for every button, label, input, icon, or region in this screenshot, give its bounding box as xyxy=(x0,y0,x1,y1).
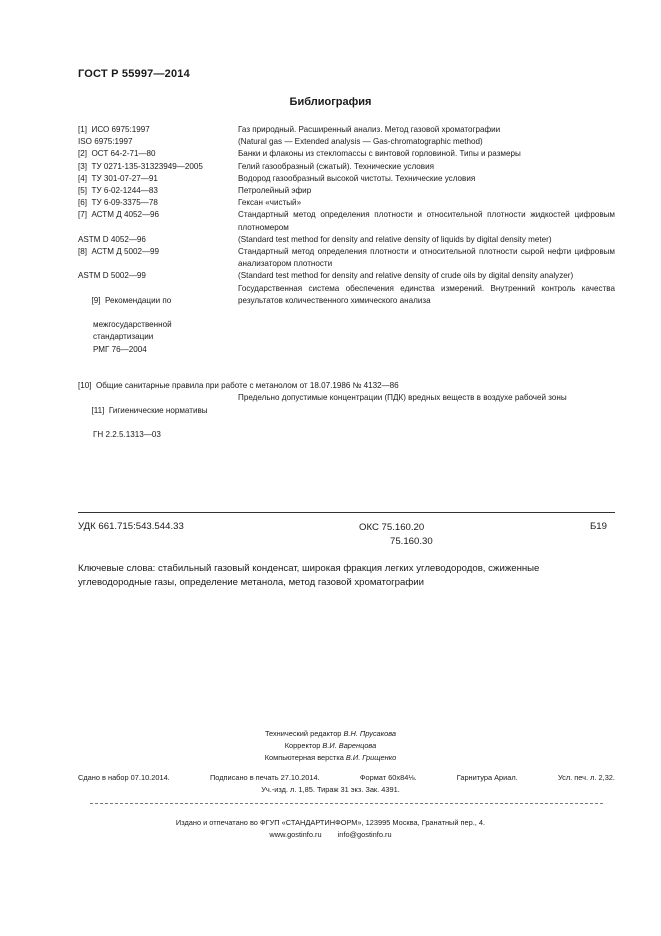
reference-id: ASTM D 5002—99 xyxy=(78,271,146,281)
keywords: Ключевые слова: стабильный газовый конденсат, широкая фракция легких углеводородов, сжиженные углеводородные газы, определение метанола, метод газовой хроматографии xyxy=(78,563,540,588)
layout-label: Компьютерная верстка xyxy=(264,753,344,762)
list-item xyxy=(78,173,615,185)
divider xyxy=(78,512,615,513)
reference-title: (Standard test method for density and relative density of crude oils by digital density analyzer) xyxy=(238,271,574,281)
reference-id: ASTM D 4052—96 xyxy=(78,234,146,244)
reference-title: при работе с метанолом от 18.07.1986 № 4132—86 xyxy=(205,381,399,391)
list-item xyxy=(78,185,615,197)
reference-id: [8] АСТМ Д 5002—99 xyxy=(78,247,160,257)
reference-id-line: [9] Рекомендации по xyxy=(91,295,172,305)
imprint-line xyxy=(78,773,615,782)
list-item xyxy=(78,136,615,148)
list-item xyxy=(78,234,615,246)
staff-credits xyxy=(0,728,661,764)
oks-code-line1: ОКС 75.160.20 xyxy=(359,522,425,533)
reference-title: Государственная система обеспечения единства измерений. Внутренний контроль качества результатов количественного химического анализа xyxy=(238,283,615,305)
bibliography-list xyxy=(78,124,615,466)
imprint-line-2: Уч.-изд. л. 1,85. Тираж 31 экз. Зак. 4391. xyxy=(261,785,400,794)
layout-name: В.И. Грищенко xyxy=(345,753,397,762)
reference-id: [5] ТУ 6-02-1244—83 xyxy=(78,186,158,196)
reference-id: [1] ИСО 6975:1997 xyxy=(78,125,150,134)
list-item xyxy=(78,148,615,160)
bibliography-title: Библиография xyxy=(289,96,372,108)
oks-code xyxy=(359,521,433,549)
oks-code-line2: 75.160.30 xyxy=(390,536,433,547)
document-header: ГОСТ Р 55997—2014 xyxy=(78,68,190,80)
publisher-contacts xyxy=(0,830,661,839)
reference-title: Банки и флаконы из стеклomaссы с винтовой горловиной. Типы и размеры xyxy=(238,149,521,159)
reference-title: Петролейный эфир xyxy=(238,186,312,196)
list-item xyxy=(78,197,615,209)
publisher-info: Издано и отпечатано во ФГУП «СТАНДАРТИНФОРМ», 123995 Москва, Гранатный пер., 4. xyxy=(175,818,486,827)
tech-editor xyxy=(0,728,661,740)
list-item xyxy=(78,246,615,270)
email-link[interactable]: info@gostinfo.ru xyxy=(337,830,392,839)
print-sheets: Усл. печ. л. 2,32. xyxy=(557,773,615,782)
typeface: Гарнитура Ариал. xyxy=(456,773,518,782)
reference-title: (Natural gas — Extended analysis — Gas-chromatographic method) xyxy=(238,137,483,147)
list-item xyxy=(78,270,615,282)
udk-code: УДК 661.715:543.544.33 xyxy=(78,521,184,532)
tech-editor-name: В.Н. Прусакова xyxy=(343,729,397,738)
reference-id xyxy=(78,283,238,381)
reference-title: Гелий газообразный (сжатый). Технические условия xyxy=(238,161,434,171)
reference-title: Предельно допустимые концентрации (ПДК) вредных веществ в воздухе рабочей зоны xyxy=(238,393,567,403)
reference-id xyxy=(78,392,238,465)
classification-code: Б19 xyxy=(590,521,607,532)
reference-title: (Standard test method for density and relative density of liquids by digital density meter) xyxy=(238,234,552,244)
reference-title: Стандартный метод определения плотности и относительной плотности жидкостей цифровым плотномером xyxy=(238,210,615,232)
reference-id: [10] Общие санитарные правила xyxy=(78,381,204,391)
reference-title: Газ природный. Расширенный анализ. Метод газовой хроматографии xyxy=(238,125,501,134)
reference-id-continuation: межгосударственной стандартизации РМГ 76—2004 xyxy=(93,320,172,354)
reference-title: Стандартный метод определения плотности и относительной плотности сырой нефти цифровым анализатором плотности xyxy=(238,247,615,269)
reference-id: [6] ТУ 6-09-3375—78 xyxy=(78,198,158,208)
reference-title: Водород газообразный высокой чистоты. Технические условия xyxy=(238,173,476,183)
corrector xyxy=(0,740,661,752)
layout-designer xyxy=(0,752,661,764)
reference-id: [4] ТУ 301-07-27—91 xyxy=(78,173,158,183)
corrector-name: В.И. Варенцова xyxy=(322,741,377,750)
list-item xyxy=(78,392,615,465)
reference-title: Гексан «чистый» xyxy=(238,198,302,208)
corrector-label: Корректор xyxy=(284,741,321,750)
list-item xyxy=(78,283,615,381)
reference-id: [7] АСТМ Д 4052—96 xyxy=(78,210,160,220)
list-item xyxy=(78,161,615,173)
reference-id: ISO 6975:1997 xyxy=(78,137,133,147)
paper-format: Формат 60х84⅛. xyxy=(359,773,417,782)
reference-id: [2] ОСТ 64-2-71—80 xyxy=(78,149,156,159)
list-item xyxy=(78,124,615,136)
website-link[interactable]: www.gostinfo.ru xyxy=(269,830,322,839)
dashed-divider xyxy=(90,803,603,804)
reference-id-line: [11] Гигиенические нормативы xyxy=(91,405,208,415)
list-item xyxy=(78,380,615,392)
submitted-date: Сдано в набор 07.10.2014. xyxy=(78,773,170,782)
reference-id: [3] ТУ 0271-135-31323949—2005 xyxy=(78,161,203,171)
tech-editor-label: Технический редактор xyxy=(264,729,342,738)
reference-id-continuation: ГН 2.2.5.1313—03 xyxy=(93,430,161,440)
signed-date: Подписано в печать 27.10.2014. xyxy=(209,773,320,782)
list-item xyxy=(78,209,615,233)
